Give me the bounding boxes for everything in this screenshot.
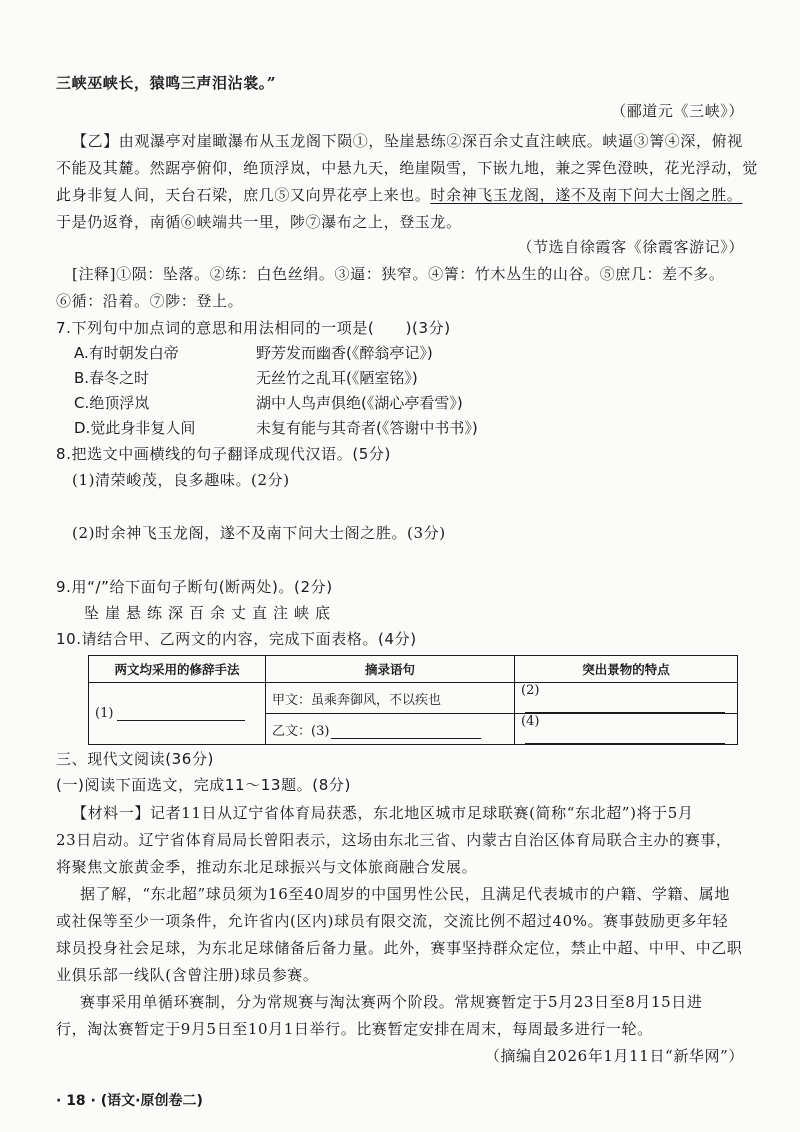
subsection-1-heading: (一)阅读下面选文，完成11～13题。(8分) <box>56 776 351 794</box>
material-1-p2-line-2: 或社保等至少一项条件，允许省内(区内)球员有限交流，交流比例不超过40%。赛事鼓励更多年轻 <box>56 912 729 930</box>
question-10-stem: 10.请结合甲、乙两文的内容，完成下面表格。(4分) <box>56 630 417 648</box>
blank-3-label: 乙文：(3) <box>272 723 330 739</box>
question-9-stem: 9.用“/”给下面句子断句(断两处)。(2分) <box>56 578 333 596</box>
passage-b-line-3-text: 此身非复人间，天台石梁，庶几⑤又向畀花亭上来也。 <box>56 186 431 204</box>
material-1-p3-line-1: 赛事采用单循环赛制，分为常规赛与淘汰赛两个阶段。常规赛暂定于5月23日至8月15日进 <box>80 993 703 1011</box>
question-8-part-2: (2)时余神飞玉龙阁，遂不及南下问大士阁之胜。(3分) <box>72 524 446 542</box>
material-1-p2-line-1: 据了解，“东北超”球员须为16至40周岁的中国男性公民，且满足代表城市的户籍、学籍、属地 <box>80 885 730 903</box>
q7-option-a-right: 野芳发而幽香(《醉翁亭记》) <box>256 344 433 362</box>
table-cell-feature-2 <box>515 683 738 714</box>
question-8-stem: 8.把选文中画横线的句子翻译成现代汉语。(5分) <box>56 445 391 463</box>
q7-option-b-right: 无丝竹之乱耳(《陋室铭》) <box>256 369 418 387</box>
material-1-line-2: 23日启动。辽宁省体育局局长曾阳表示，这场由东北三省、内蒙古自治区体育局联合主办的赛事， <box>56 831 732 849</box>
table-cell-quote-b <box>266 714 515 745</box>
section-3-heading: 三、现代文阅读(36分) <box>56 750 214 768</box>
answer-blank-3[interactable] <box>331 738 481 739</box>
table-cell-quote-a: 甲文：虽乘奔御风，不以疾也 <box>266 683 515 714</box>
passage-b-line-1: 【乙】由观瀑亭对崖瞰瀑布从玉龙阁下陨①，坠崖悬练②深百余丈直注峡底。峡逼③箐④深，俯视 <box>72 132 743 150</box>
passage-b-line-2: 不能及其麓。然踞亭俯仰，绝顶浮岚，中悬九天，绝崖陨雪，下嵌九地，兼之霁色澄映，花光浮动，觉 <box>56 159 759 177</box>
q7-option-d-right: 未复有能与其奇者(《答谢中书书》) <box>256 419 478 437</box>
notes-line-1: [注释]①陨：坠落。②练：白色丝绢。③逼：狭窄。④箐：竹木丛生的山谷。⑤庶几：差不多。 <box>72 265 725 283</box>
source-sanxia: （郦道元《三峡》） <box>611 102 744 120</box>
q7-option-d-left: D.觉此身非复人间 <box>74 419 196 437</box>
q7-option-c-left: C.绝顶浮岚 <box>74 394 150 412</box>
q7-option-c-right: 湖中人鸟声俱绝(《湖心亭看雪》) <box>256 394 463 412</box>
material-1-p3-line-2: 行，淘汰赛暂定于9月5日至10月1日举行。比赛暂定安排在周末，每周最多进行一轮。 <box>56 1020 653 1038</box>
answer-blank-2[interactable] <box>525 712 725 713</box>
table-header-rhetoric: 两文均采用的修辞手法 <box>89 656 266 683</box>
question-7-stem: 7.下列句中加点词的意思和用法相同的一项是( )(3分) <box>56 319 451 337</box>
underlined-sentence: 时余神飞玉龙阁，遂不及南下问大士阁之胜。 <box>430 186 743 204</box>
source-xinhua: （摘编自2026年1月11日“新华网”） <box>484 1047 744 1065</box>
source-xu-xiake: （节选自徐霞客《徐霞客游记》） <box>517 238 744 256</box>
blank-1-label: (1) <box>95 706 114 721</box>
table-cell-feature-4 <box>515 714 738 745</box>
q7-option-b-left: B.春冬之时 <box>74 369 150 387</box>
passage-b-line-4: 于是仍返脊，南循⑥峡端共一里，陟⑦瀑布之上，登玉龙。 <box>56 213 462 231</box>
question-8-part-1: (1)清荣峻茂，良多趣味。(2分) <box>72 471 290 489</box>
blank-4-label: (4) <box>521 714 540 729</box>
material-1-line-3: 将聚焦文旅黄金季，推动东北足球振兴与文体旅商融合发展。 <box>56 858 478 876</box>
table-header-feature: 突出景物的特点 <box>515 656 738 683</box>
table-header-quote: 摘录语句 <box>266 656 515 683</box>
answer-blank-4[interactable] <box>525 743 725 744</box>
answer-table <box>88 655 738 745</box>
verse-line: 三峡巫峡长，猿鸣三声泪沾裳。” <box>56 74 277 92</box>
answer-blank-1[interactable] <box>117 720 245 721</box>
table-cell-rhetoric <box>89 683 266 745</box>
question-9-sentence: 坠崖悬练深百余丈直注峡底 <box>84 604 337 622</box>
page-footer: · 18 · (语文·原创卷二) <box>56 1093 203 1109</box>
material-1-p2-line-4: 业俱乐部一线队(含曾注册)球员参赛。 <box>56 966 319 984</box>
blank-2-label: (2) <box>521 683 540 698</box>
material-1-line-1: 【材料一】记者11日从辽宁省体育局获悉，东北地区城市足球联赛(简称“东北超”)将于5月 <box>72 804 694 822</box>
q7-option-a-left: A.有时朝发白帝 <box>74 344 179 362</box>
notes-line-2: ⑥循：沿着。⑦陟：登上。 <box>56 292 244 310</box>
passage-b-line-3 <box>56 184 742 205</box>
material-1-p2-line-3: 球员投身社会足球，为东北足球储备后备力量。此外，赛事坚持群众定位，禁止中超、中甲、中乙职 <box>56 939 743 957</box>
